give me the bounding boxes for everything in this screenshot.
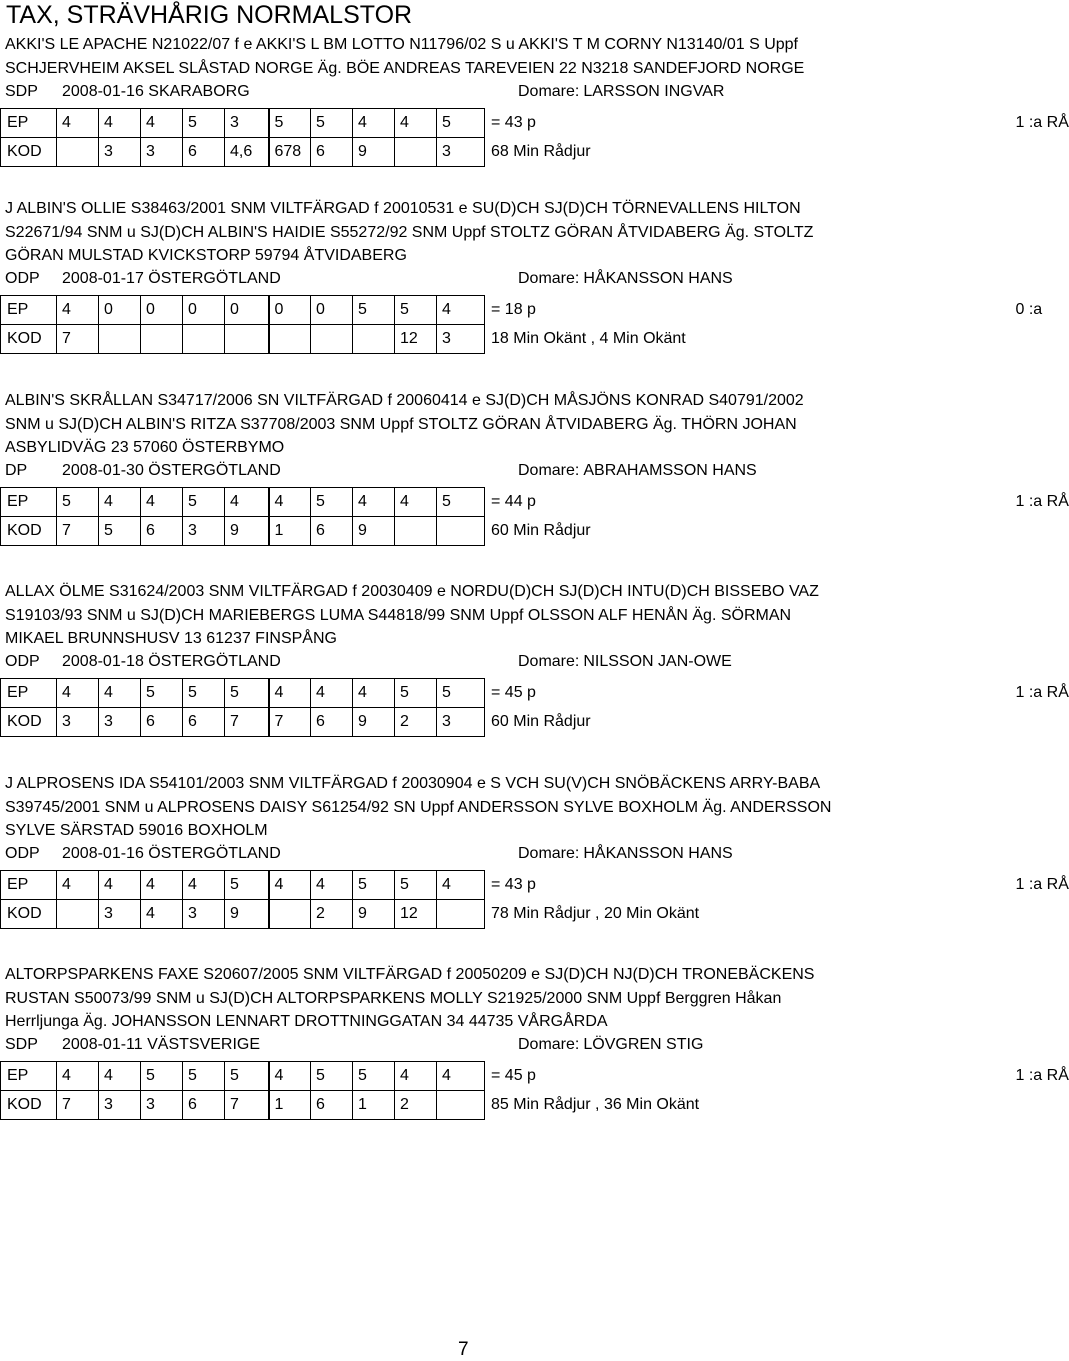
- kod-cell: 2: [311, 900, 353, 929]
- kod-cell: [269, 325, 311, 354]
- ep-score-cell: 4: [269, 871, 311, 900]
- ep-score-cell: 5: [225, 1062, 269, 1091]
- ep-score-cell: 5: [395, 679, 437, 708]
- kod-cell: 2: [395, 1091, 437, 1120]
- pedigree-line: J ALPROSENS IDA S54101/2003 SNM VILTFÄRGAD f 20030904 e S VCH SU(V)CH SNÖBÄCKENS ARRY-BABA: [5, 775, 821, 792]
- ep-score-cell: 4: [141, 871, 183, 900]
- ep-label: EP: [1, 871, 57, 900]
- kod-cell: [57, 137, 99, 166]
- ep-label: EP: [1, 108, 57, 137]
- ep-score-cell: 0: [311, 296, 353, 325]
- pedigree-line: Herrljunga Äg. JOHANSSON LENNART DROTTNINGGATAN 34 44735 VÅRGÅRDA: [5, 1013, 608, 1030]
- kod-cell: 3: [141, 137, 183, 166]
- kod-row: [1, 325, 912, 354]
- judge-name: HÅKANSSON HANS: [583, 845, 733, 862]
- ep-score-cell: 5: [437, 488, 485, 517]
- pedigree-line: SYLVE SÄRSTAD 59016 BOXHOLM: [5, 822, 268, 839]
- kod-cell: 1: [269, 517, 311, 546]
- ep-score-cell: 5: [311, 1062, 353, 1091]
- ep-score-cell: 5: [183, 1062, 225, 1091]
- pedigree-text: [5, 197, 955, 268]
- kod-cell: [183, 325, 225, 354]
- pedigree-line: S39745/2001 SNM u ALPROSENS DAISY S61254/92 SN Uppf ANDERSSON SYLVE BOXHOLM Äg. ANDERSSON: [5, 798, 832, 816]
- ep-score-cell: 4: [141, 488, 183, 517]
- kod-label: KOD: [1, 1091, 57, 1120]
- ep-row: EP 4 4 5 5 5 4 4 4 5 5 = 45 p 1 :a RÅ: [1, 679, 912, 708]
- pedigree-line: J ALBIN'S OLLIE S38463/2001 SNM VILTFÄRGAD f 20010531 e SU(D)CH SJ(D)CH TÖRNEVALLENS HILTON: [5, 200, 801, 217]
- trial-date-region: 2008-01-16 SKARABORG: [62, 82, 250, 100]
- kod-cell: 3: [99, 137, 141, 166]
- kod-result: 60 Min Rådjur: [491, 522, 591, 539]
- pedigree-text: [5, 963, 955, 1034]
- kod-cell: 9: [225, 900, 269, 929]
- ep-row: EP 5 4 4 5 4 4 5 4 4 5 = 44 p 1 :a RÅ: [1, 488, 912, 517]
- judge: [518, 81, 724, 103]
- judge: [518, 1034, 703, 1056]
- ep-score-cell: 0: [269, 296, 311, 325]
- kod-label: KOD: [1, 137, 57, 166]
- kod-cell: 3: [183, 517, 225, 546]
- ep-score-cell: 4: [395, 488, 437, 517]
- trial-class: ODP: [5, 270, 40, 287]
- kod-cell: [99, 325, 141, 354]
- kod-row: [1, 1091, 912, 1120]
- ep-score-cell: 5: [141, 1062, 183, 1091]
- ep-score-cell: 5: [437, 679, 485, 708]
- ep-score-cell: 4: [353, 679, 395, 708]
- judge-label: Domare:: [518, 653, 580, 670]
- ep-score-cell: 4: [437, 296, 485, 325]
- trial-class: ODP: [5, 845, 40, 862]
- kod-cell: 2: [395, 708, 437, 737]
- trial-class: ODP: [5, 653, 40, 670]
- ep-score-cell: 0: [99, 296, 141, 325]
- pedigree-line: ASBYLIDVÄG 23 57060 ÖSTERBYMO: [5, 439, 285, 456]
- page-number: 7: [458, 1339, 469, 1360]
- judge-name: ABRAHAMSSON HANS: [583, 462, 757, 479]
- kod-cell: [353, 325, 395, 354]
- kod-cell: [395, 517, 437, 546]
- judge-label: Domare:: [518, 270, 580, 287]
- kod-cell: 6: [311, 1091, 353, 1120]
- pedigree-line: ALTORPSPARKENS FAXE S20607/2005 SNM VILTFÄRGAD f 20050209 e SJ(D)CH NJ(D)CH TRONEBÄCKENS: [5, 966, 815, 983]
- kod-cell: [225, 325, 269, 354]
- ep-score-cell: 5: [183, 108, 225, 137]
- score-table: [0, 487, 1069, 546]
- ep-score-cell: 5: [141, 679, 183, 708]
- score-table: [0, 108, 1069, 167]
- ep-score-cell: 5: [183, 679, 225, 708]
- ep-score-cell: 5: [225, 679, 269, 708]
- pedigree-line: ALLAX ÖLME S31624/2003 SNM VILTFÄRGAD f 20030409 e NORDU(D)CH SJ(D)CH INTU(D)CH BISSEBO VAZ: [5, 583, 819, 600]
- kod-cell: 6: [183, 708, 225, 737]
- ep-score-cell: 5: [353, 1062, 395, 1091]
- kod-cell: 7: [57, 1091, 99, 1120]
- ep-label: EP: [1, 679, 57, 708]
- pedigree-line: MIKAEL BRUNNSHUSV 13 61237 FINSPÅNG: [5, 630, 337, 647]
- trial-info: [5, 460, 955, 482]
- pedigree-line: AKKI'S LE APACHE N21022/07 f e AKKI'S L BM LOTTO N11796/02 S u AKKI'S T M CORNY N13140/01 S Uppf: [5, 36, 798, 53]
- judge-label: Domare:: [518, 82, 580, 100]
- trial-info: [5, 268, 955, 290]
- ep-score-cell: 4: [225, 488, 269, 517]
- ep-score-cell: 4: [99, 679, 141, 708]
- kod-cell: 6: [141, 708, 183, 737]
- pedigree-line: GÖRAN MULSTAD KVICKSTORP 59794 ÅTVIDABERG: [5, 247, 407, 264]
- kod-cell: 3: [437, 325, 485, 354]
- ep-total: = 45 p: [485, 1062, 912, 1091]
- trial-class: SDP: [5, 82, 38, 100]
- ep-total: = 43 p: [485, 108, 912, 137]
- ep-score-cell: 4: [395, 1062, 437, 1091]
- trial-info: [5, 843, 955, 865]
- kod-row: [1, 517, 912, 546]
- judge-name: NILSSON JAN-OWE: [583, 653, 732, 670]
- ep-score-cell: 4: [437, 1062, 485, 1091]
- ep-score-cell: 4: [57, 296, 99, 325]
- ep-score-cell: 5: [183, 488, 225, 517]
- kod-cell: [311, 325, 353, 354]
- judge: [518, 460, 757, 482]
- ep-score-cell: 5: [269, 108, 311, 137]
- pedigree-text: [5, 33, 955, 80]
- ep-score-cell: 0: [225, 296, 269, 325]
- ep-total: = 44 p: [485, 488, 912, 517]
- ep-total: = 43 p: [485, 871, 912, 900]
- kod-cell: 9: [353, 517, 395, 546]
- trial-info: [5, 81, 955, 103]
- ep-score-cell: 5: [57, 488, 99, 517]
- ep-score-cell: 5: [311, 108, 353, 137]
- pedigree-text: [5, 580, 955, 651]
- ep-score-cell: 5: [353, 296, 395, 325]
- ep-score-cell: 4: [57, 108, 99, 137]
- ep-score-cell: 4: [311, 679, 353, 708]
- ep-score-cell: 4: [353, 488, 395, 517]
- pedigree-text: [5, 389, 955, 460]
- kod-cell: 7: [269, 708, 311, 737]
- judge: [518, 843, 733, 865]
- kod-label: KOD: [1, 325, 57, 354]
- kod-cell: 5: [99, 517, 141, 546]
- kod-cell: [269, 900, 311, 929]
- kod-cell: 9: [353, 137, 395, 166]
- ep-label: EP: [1, 1062, 57, 1091]
- ep-score-cell: 4: [183, 871, 225, 900]
- kod-result: 18 Min Okänt , 4 Min Okänt: [491, 330, 686, 347]
- ep-label: EP: [1, 488, 57, 517]
- ep-row: EP 4 4 4 5 3 5 5 4 4 5 = 43 p 1 :a RÅ: [1, 108, 912, 137]
- ep-score-cell: 0: [183, 296, 225, 325]
- ep-score-cell: 5: [225, 871, 269, 900]
- kod-row: [1, 900, 912, 929]
- kod-result: 68 Min Rådjur: [491, 142, 591, 160]
- kod-cell: 4: [141, 900, 183, 929]
- ep-score-cell: 4: [57, 1062, 99, 1091]
- ep-score-cell: 4: [269, 679, 311, 708]
- kod-cell: [437, 900, 485, 929]
- trial-date-region: 2008-01-11 VÄSTSVERIGE: [62, 1036, 261, 1053]
- kod-cell: [437, 517, 485, 546]
- ep-score-cell: 4: [99, 1062, 141, 1091]
- trial-date-region: 2008-01-30 ÖSTERGÖTLAND: [62, 462, 281, 479]
- ep-score-cell: 5: [395, 296, 437, 325]
- pedigree-line: RUSTAN S50073/99 SNM u SJ(D)CH ALTORPSPARKENS MOLLY S21925/2000 SNM Uppf Berggren Håkan: [5, 989, 782, 1007]
- kod-cell: 6: [311, 137, 353, 166]
- ep-score-cell: 4: [353, 108, 395, 137]
- kod-label: KOD: [1, 708, 57, 737]
- pedigree-text: [5, 772, 955, 843]
- judge-name: LÖVGREN STIG: [583, 1036, 704, 1053]
- kod-cell: 12: [395, 900, 437, 929]
- kod-cell: 12: [395, 325, 437, 354]
- kod-cell: 7: [57, 325, 99, 354]
- kod-cell: 3: [99, 1091, 141, 1120]
- ep-score-cell: 0: [141, 296, 183, 325]
- kod-result: 60 Min Rådjur: [491, 713, 591, 730]
- trial-class: SDP: [5, 1036, 38, 1053]
- kod-cell: [437, 1091, 485, 1120]
- trial-date-region: 2008-01-17 ÖSTERGÖTLAND: [62, 270, 281, 287]
- kod-cell: [141, 325, 183, 354]
- score-table: [0, 678, 1069, 737]
- ep-score-cell: 5: [437, 108, 485, 137]
- kod-cell: 9: [225, 517, 269, 546]
- ep-score-cell: 4: [57, 679, 99, 708]
- ep-row: EP 4 4 5 5 5 4 5 5 4 4 = 45 p 1 :a RÅ: [1, 1062, 912, 1091]
- judge-name: LARSSON INGVAR: [583, 82, 725, 100]
- trial-class: DP: [5, 462, 28, 479]
- trial-info: [5, 651, 955, 673]
- ep-label: EP: [1, 296, 57, 325]
- judge-label: Domare:: [518, 462, 580, 479]
- ep-score-cell: 4: [141, 108, 183, 137]
- kod-cell: 6: [141, 517, 183, 546]
- kod-cell: 3: [437, 708, 485, 737]
- kod-cell: 4,6: [225, 137, 269, 166]
- kod-cell: 6: [311, 708, 353, 737]
- kod-cell: 678: [269, 137, 311, 166]
- kod-row: [1, 708, 912, 737]
- kod-cell: 6: [183, 137, 225, 166]
- kod-cell: 7: [225, 1091, 269, 1120]
- kod-result: 78 Min Rådjur , 20 Min Okänt: [491, 905, 700, 922]
- ep-score-cell: 4: [99, 488, 141, 517]
- score-table: [0, 295, 1043, 354]
- kod-result: 85 Min Rådjur , 36 Min Okänt: [491, 1096, 700, 1113]
- ep-total: = 18 p: [485, 296, 912, 325]
- ep-score-cell: 4: [311, 871, 353, 900]
- kod-row: [1, 137, 912, 166]
- ep-score-cell: 5: [395, 871, 437, 900]
- kod-cell: 7: [225, 708, 269, 737]
- kod-cell: 3: [437, 137, 485, 166]
- kod-cell: 6: [311, 517, 353, 546]
- kod-cell: 9: [353, 708, 395, 737]
- ep-total: = 45 p: [485, 679, 912, 708]
- pedigree-line: S22671/94 SNM u SJ(D)CH ALBIN'S HAIDIE S55272/92 SNM Uppf STOLTZ GÖRAN ÅTVIDABERG Äg. STOLTZ: [5, 223, 814, 241]
- ep-score-cell: 4: [395, 108, 437, 137]
- judge-name: HÅKANSSON HANS: [583, 270, 733, 287]
- ep-score-cell: 4: [437, 871, 485, 900]
- pedigree-line: SNM u SJ(D)CH ALBIN'S RITZA S37708/2003 SNM Uppf STOLTZ GÖRAN ÅTVIDABERG Äg. THÖRN JOHAN: [5, 415, 797, 433]
- pedigree-line: S19103/93 SNM u SJ(D)CH MARIEBERGS LUMA S44818/99 SNM Uppf OLSSON ALF HENÅN Äg. SÖRMAN: [5, 606, 792, 624]
- ep-score-cell: 4: [99, 871, 141, 900]
- page-title: TAX, STRÄVHÅRIG NORMALSTOR: [6, 1, 413, 29]
- ep-row: EP 4 0 0 0 0 0 0 5 5 4 = 18 p 0 :a: [1, 296, 912, 325]
- trial-info: [5, 1034, 955, 1056]
- judge: [518, 268, 733, 290]
- trial-date-region: 2008-01-18 ÖSTERGÖTLAND: [62, 653, 281, 670]
- ep-score-cell: 4: [269, 488, 311, 517]
- ep-score-cell: 3: [225, 108, 269, 137]
- kod-cell: 3: [183, 900, 225, 929]
- kod-cell: [57, 900, 99, 929]
- ep-score-cell: 5: [353, 871, 395, 900]
- pedigree-line: ALBIN'S SKRÅLLAN S34717/2006 SN VILTFÄRGAD f 20060414 e SJ(D)CH MÅSJÖNS KONRAD S40791/2002: [5, 392, 804, 409]
- kod-cell: 3: [57, 708, 99, 737]
- judge-label: Domare:: [518, 1036, 580, 1053]
- ep-row: EP 4 4 4 4 5 4 4 5 5 4 = 43 p 1 :a RÅ: [1, 871, 912, 900]
- ep-score-cell: 4: [269, 1062, 311, 1091]
- kod-cell: 7: [57, 517, 99, 546]
- kod-label: KOD: [1, 900, 57, 929]
- judge-label: Domare:: [518, 845, 580, 862]
- kod-cell: [395, 137, 437, 166]
- trial-date-region: 2008-01-16 ÖSTERGÖTLAND: [62, 845, 281, 862]
- kod-cell: 3: [99, 900, 141, 929]
- kod-cell: 3: [141, 1091, 183, 1120]
- ep-score-cell: 5: [311, 488, 353, 517]
- kod-cell: 1: [353, 1091, 395, 1120]
- pedigree-line: SCHJERVHEIM AKSEL SLÅSTAD NORGE Äg. BÖE ANDREAS TAREVEIEN 22 N3218 SANDEFJORD NORGE: [5, 59, 805, 77]
- ep-score-cell: 4: [99, 108, 141, 137]
- score-table: [0, 1061, 1069, 1120]
- kod-cell: 6: [183, 1091, 225, 1120]
- kod-cell: 3: [99, 708, 141, 737]
- score-table: [0, 870, 1069, 929]
- kod-label: KOD: [1, 517, 57, 546]
- judge: [518, 651, 732, 673]
- ep-score-cell: 4: [57, 871, 99, 900]
- kod-cell: 1: [269, 1091, 311, 1120]
- kod-cell: 9: [353, 900, 395, 929]
